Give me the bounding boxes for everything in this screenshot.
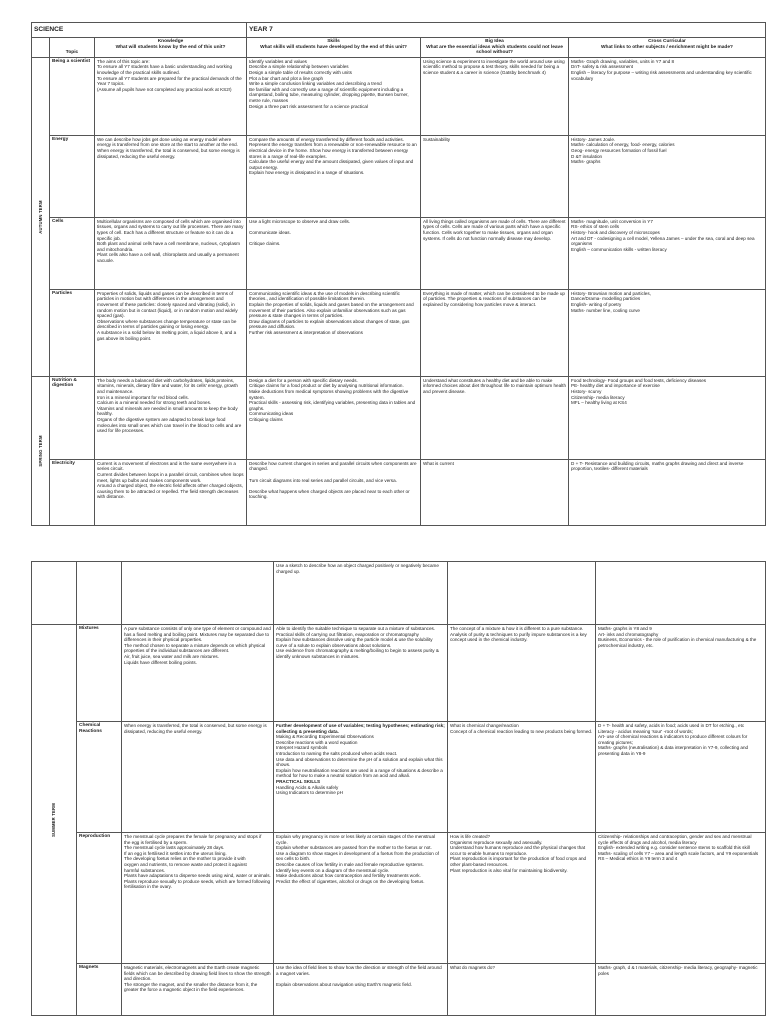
topic-row-particles <box>32 289 766 376</box>
skills-cell-line: Able to identify the suitable technique to separate out a mixture of substances. <box>276 626 436 631</box>
cross-curricular-cell-line: History- hook and discovery of microscopes <box>571 229 660 235</box>
big-idea-cell-line: Understand what constitutes a healthy diet and be able to make informed choices about diet throughout life to maintain optimum health and prevent disease. <box>423 377 567 394</box>
cross-curricular-cell-line: PE- healthy diet and importance of exercise <box>571 383 660 389</box>
cross-curricular-cell-line: English- extended writing e.g. consider sentence stems to scaffold this skill <box>598 845 750 851</box>
knowledge-cell-line: The stronger the magnet, and the smaller the distance from it, the greater the force a magnetic object in the field experiences. <box>124 981 258 993</box>
skills-cell <box>247 217 421 289</box>
cross-curricular-cell-line: MFL – healthy living at KS4 <box>571 400 627 406</box>
knowledge-cell-line: The body needs a balanced diet with carbohydrates, lipids,proteins, vitamins, minerals, dietary fibre and water, for its cells' energy, growth and maintenance. <box>97 377 238 394</box>
big-idea-cell-line: How is life created? <box>450 834 491 839</box>
skills-cell-line: Describe a simple relationship between variables <box>249 64 349 70</box>
cross-curricular-cell-line: English – literacy for purpose – writing risk assessments and understanding key scientific vocabulary <box>571 69 752 81</box>
skills-cell-line: Critiquing claims <box>249 416 283 422</box>
continuation-row <box>32 562 766 625</box>
topic-name: Magnets <box>77 964 122 1016</box>
skills-cell-line: Plot a bar chart and plot a line graph <box>249 75 324 81</box>
topic-name: Mixtures <box>77 625 122 722</box>
knowledge-cell-line: The menstrual cycle lasts approximately 28 days. <box>124 845 225 851</box>
skills-cell-line: Using Indicators to determine pH <box>276 790 343 796</box>
topic-row-energy <box>32 135 766 217</box>
knowledge-cell-line: Current is a movement of electrons and is the same everywhere in a series circuit. <box>97 460 236 472</box>
subject-title: SCIENCE <box>32 23 247 38</box>
big-idea-cell <box>421 289 569 376</box>
skills-cell-line: Explain the properties of solids, liquids and gases based on the arrangement and movement of their particles. Also explain unfamiliar observations such as gas pressure & state changes in terms of particles. <box>249 301 414 319</box>
continuation-big-idea-blank <box>448 562 596 625</box>
skills-cell <box>247 289 421 376</box>
knowledge-cell-line: When energy is transferred, the total is conserved, but some energy is dissipated, reducing the useful energy. <box>97 147 240 159</box>
cross-curricular-cell-line: Maths- graphs in Y8 and 9 <box>598 626 652 631</box>
skills-cell-line: Handling Acids & Alkalis safely <box>276 784 339 790</box>
skills-cell <box>274 833 448 964</box>
cross-curricular-cell-line: Dance/Drama- modelling particles <box>571 296 641 302</box>
cross-curricular-cell-line: History- James Joule. <box>571 136 616 142</box>
cross-curricular-cell <box>569 217 766 289</box>
skills-cell-line: Introduction to naming the salts produced when acids react. <box>276 750 398 756</box>
skills-cell-line: Design a simple table of results correctly with units <box>249 69 352 75</box>
skills-cell-line: Design a diet for a person with specific dietary needs. <box>249 377 358 383</box>
topic-row-cells <box>32 217 766 289</box>
knowledge-cell-line: Both plant and animal cells have a cell membrane, nucleus, cytoplasm and mitochondria. <box>97 241 240 252</box>
continuation-cross-blank <box>596 562 766 625</box>
cross-curricular-cell <box>569 135 766 217</box>
cross-curricular-header-title: Cross Curricular <box>648 39 686 44</box>
skills-cell-line: Critique claims for a food product or diet by analysing nutritional information. <box>249 383 404 389</box>
knowledge-cell-line: (Assume all pupils have not completed any practical work at KS2!) <box>97 86 232 92</box>
big-idea-cell-line: Concept of a chemical reaction leading to new products being formed. <box>450 728 593 734</box>
cross-curricular-cell-line: Art- inks and chromatography <box>598 631 659 637</box>
cross-curricular-cell-line: Maths- graphs <box>571 159 601 165</box>
knowledge-cell-line: Properties of solids, liquids and gases can be described in terms of particles in motion but with differences in the arrangement and movement of these particles: closely spaced and vibrating (solid), in random motion but in contact (liquid), or in random motion and widely spaced (gas). <box>97 290 238 319</box>
knowledge-cell-line: Magnetic materials, electromagnets and the Earth create magnetic fields which can be described by drawing field lines to show the strength and direction. <box>124 965 271 982</box>
term-header-blank <box>32 38 50 58</box>
skills-cell-line: Design a three part risk assessment for a science practical <box>249 103 368 109</box>
knowledge-cell-line: Plant cells also have a cell wall, chloroplasts and usually a permanent vacuole. <box>97 252 239 263</box>
big-idea-cell <box>448 625 596 722</box>
skills-header <box>247 38 421 58</box>
skills-cell-line: Practical skills - assessing risk, identifying variables, presenting data in tables and graphs. <box>249 400 416 411</box>
cross-curricular-cell-line: Food technology- Food groups and food tests, deficiency diseases <box>571 377 707 383</box>
knowledge-cell-line: A substance is a solid below its melting point, a liquid above it, and a gas above its boiling point. <box>97 329 237 341</box>
knowledge-cell-line: Multicellular organisms are composed of cells which are organised into tissues, organs and systems to carry out life processes. There are many types of cell. Each has a different structure or feature so it can do a specific job. <box>97 218 244 241</box>
cross-curricular-cell <box>569 376 766 459</box>
big-idea-cell <box>421 135 569 217</box>
continuation-term-blank <box>32 562 77 625</box>
knowledge-header-question: What will students know by the end of this unit? <box>115 44 226 50</box>
knowledge-cell <box>95 289 247 376</box>
topic-name: Energy <box>50 135 95 217</box>
skills-cell-line: Explain how neutralisation reactions are used in a range of situations & describe a method for how to make a neutral solution from an acid and alkali. <box>276 767 443 779</box>
knowledge-cell <box>122 833 274 964</box>
skills-cell-line: Describe how current changes in series and parallel circuits when components are changed. <box>249 460 417 472</box>
skills-cell-line: Explain how energy is dissipated in a range of situations. <box>249 170 365 176</box>
cross-curricular-cell-line: D + T- Resistance and building circuits, maths graphs drawing and direct and inverse proportion, textiles- different materials <box>571 460 744 472</box>
cross-curricular-cell-line: English – communication skills - written literacy <box>571 246 667 252</box>
knowledge-cell-line: A pure substance consists of only one type of element or compound and has a fixed melting and boiling point. Mixtures may be separated due to differences in their physical properties. <box>124 626 271 643</box>
topic-row-chemical-reactions <box>32 722 766 833</box>
cross-curricular-cell-line: Art- use of chemical reactions & indicators to produce different colours for creating pictures; <box>598 734 748 745</box>
skills-cell-line: Explain how substances dissolve using the particle model & use the solubility curve of a solute to explain observations about solutions. <box>276 637 433 648</box>
big-idea-cell-line: Using science & experiment to investigate the world around use using scientific method to propose & test theory, skills needed for being a science student & a career in science (Gatsby benchmark 4) <box>423 58 565 75</box>
knowledge-cell-line: Calcium is a mineral needed for strong teeth and bones. <box>97 400 212 406</box>
document-page-2 <box>31 561 765 1016</box>
big-idea-cell-line: Organisms reproduce sexually and asexually. <box>450 839 543 845</box>
topic-header: Topic <box>50 38 95 58</box>
cross-curricular-header <box>569 38 766 58</box>
skills-cell-heading: Further development of use of variables; testing hypotheses; estimating risk; collecting & presenting data. <box>276 723 445 734</box>
knowledge-cell-line: Liquids have different boiling points. <box>124 659 197 665</box>
knowledge-cell <box>95 135 247 217</box>
knowledge-cell <box>122 722 274 833</box>
skills-cell-line: Describe reactions with a word equation <box>276 739 358 745</box>
skills-cell-line: Turn circuit diagrams into real series and parallel circuits, and vice versa. <box>249 477 397 483</box>
skills-cell-line: Use evidence from chromatography & melting/boiling to begin to assess purity & identify unknown substances in mixtures. <box>276 648 439 659</box>
skills-cell-line: Further risk assessment & interpretation of observations <box>249 329 363 335</box>
knowledge-header <box>95 38 247 58</box>
cross-curricular-cell <box>569 289 766 376</box>
skills-cell-line: Make deductions from medical symptoms showing problems with the digestive system. <box>249 388 409 400</box>
cross-curricular-cell-line: D &T insulation <box>571 153 603 159</box>
knowledge-cell-line: Around a charged object, the electric field affects other charged objects, causing them to be attracted or repelled. The field strength decreases with distance. <box>97 483 243 500</box>
topic-name: Cells <box>50 217 95 289</box>
knowledge-cell-line: To ensure all Y7 students are prepared for the practical demands of the Year 7 topics. <box>97 75 242 87</box>
skills-cell <box>274 722 448 833</box>
continuation-topic-blank <box>77 562 122 625</box>
big-idea-cell-line: All living things called organisms are made of cells. There are different types of cells. Cells are made of various parts which have a specific function. Cells work together to make tissues, organs and organ systems. If cells do not function normally disease may develop. <box>423 218 566 241</box>
big-idea-cell <box>448 833 596 964</box>
knowledge-cell-line: Organs of the digestive system are adapted to break large food molecules into small ones which can travel in the blood to cells and are used for life processes. <box>97 416 242 434</box>
skills-cell-line: Draw diagrams of particles to explain observations about changes of state, gas pressure and diffusion. <box>249 318 410 330</box>
document-page-1 <box>31 22 765 526</box>
skills-cell <box>274 964 448 1016</box>
cross-curricular-cell-line: Maths- magnitude, unit conversion in Y7 <box>571 218 653 224</box>
cross-curricular-cell <box>569 57 766 135</box>
skills-cell <box>247 459 421 525</box>
skills-cell-line: Describe what happens when charged objects are placed near to each other or touching. <box>249 488 410 500</box>
skills-cell-line: Use a light microscope to observe and draw cells. <box>249 218 351 224</box>
big-idea-cell <box>448 722 596 833</box>
big-idea-cell-line: Understand how humans reproduce and the physical changes that occur to enable humans to reproduce. <box>450 845 586 856</box>
big-idea-cell-line: What do magnets do? <box>450 965 495 970</box>
knowledge-cell <box>95 459 247 525</box>
knowledge-cell-line: The aims of this topic are: <box>97 58 150 64</box>
topic-name: Nutrition & digestion <box>50 376 95 459</box>
knowledge-cell-line: If an egg is fertilised it settles into the uterus lining. <box>124 850 227 856</box>
knowledge-cell-line: Iron is a mineral important for red blood cells. <box>97 394 189 400</box>
skills-cell-line: Make deductions about how contraception and fertility treatments work. <box>276 873 421 879</box>
cross-curricular-cell-line: Maths- scaling of cells Y7 – area and length scale factors, and Y9 exponentials <box>598 850 759 856</box>
skills-cell-line: Making & Recording Experimental Observations <box>276 734 374 740</box>
knowledge-cell <box>95 376 247 459</box>
knowledge-cell <box>122 964 274 1016</box>
title-row <box>32 23 766 38</box>
cross-curricular-cell <box>596 625 766 722</box>
topic-row-magnets <box>32 964 766 1016</box>
knowledge-cell-line: Vitamins and minerals are needed in small amounts to keep the body healthy. <box>97 405 238 417</box>
skills-cell <box>247 376 421 459</box>
big-idea-cell-line: Plant reproduction is important for the production of food crops and other plant-based resources. <box>450 856 587 867</box>
skills-cell-line: Explain observations about navigation using Earth's magnetic field. <box>276 981 412 987</box>
skills-cell-heading: PRACTICAL SKILLS <box>276 778 321 784</box>
skills-cell-line: Identify key events on a diagram of the menstrual cycle. <box>276 867 390 873</box>
knowledge-cell-line: The developing foetus relies on the mother to provide it with <box>124 856 246 862</box>
skills-cell-line: Practical skills of carrying out filtration, evaporation or chromatography <box>276 631 419 637</box>
cross-curricular-cell <box>596 964 766 1016</box>
skills-cell <box>247 135 421 217</box>
knowledge-cell-line: The method chosen to separate a mixture depends on which physical properties of the individual substances are different. <box>124 642 266 654</box>
cross-curricular-cell-line: Literacy - acidus meaning 'sour' -root of words; <box>598 728 693 734</box>
big-idea-header-title: Big Idea <box>485 39 504 44</box>
topic-name: Chemical Reactions <box>77 722 122 833</box>
big-idea-cell <box>421 57 569 135</box>
topic-row-nutrition <box>32 376 766 459</box>
cross-curricular-cell-line: Geog- energy resources formation of fossil fuel <box>571 147 667 153</box>
cross-curricular-cell-line: Maths- number line, cooling curve <box>571 307 640 313</box>
topic-row-being-a-scientist <box>32 57 766 135</box>
cross-curricular-cell <box>596 722 766 833</box>
knowledge-cell-line: When energy is transferred, the total is conserved, but some energy is dissipated, reducing the useful energy. <box>124 723 267 734</box>
big-idea-cell-line: The concept of a mixture & how it is different to a pure substance. Analysis of purity & techniques to purify impure substances is a key concept used in the chemical industry. <box>450 626 587 643</box>
cross-curricular-cell <box>569 459 766 525</box>
knowledge-cell-line: Observations where substances change temperature or state can be described in terms of particles gaining or losing energy. <box>97 318 237 330</box>
knowledge-cell-line: Plants have adaptations to disperse seeds using wind, water or animals. <box>124 873 271 879</box>
skills-cell-line: Calculate the useful energy and the amount dissipated, given values of input and output energy. <box>249 159 414 170</box>
big-idea-cell-line: Everything is made of matter, which can be considered to be made up of particles. The properties & reactions of substances can be explained by considering how particles move & interact. <box>423 290 565 307</box>
cross-curricular-cell-line: RS- ethics of stem cells <box>571 224 619 230</box>
knowledge-cell-line: We can describe how jobs get done using an energy model where energy is transferred from one store at the start to another at the end. <box>97 136 238 148</box>
cross-curricular-header-question: What links to other subjects / enrichment might be made? <box>601 44 733 50</box>
skills-cell <box>247 57 421 135</box>
topic-name: Particles <box>50 289 95 376</box>
skills-cell-line: Communicate ideas. <box>249 229 291 235</box>
continuation-skills-cell <box>274 562 448 625</box>
knowledge-cell-line: oxygen and nutrients, to remove waste and protect it against <box>124 861 247 867</box>
knowledge-cell-line: Current divides between loops in a parallel circuit, combines when loops meet, lights up bulbs and makes components work. <box>97 471 244 483</box>
autumn-term-label: AUTUMN TERM <box>32 57 50 376</box>
cross-curricular-cell-line: Business, Economics - the role of purification in chemical manufacturing & the petrochemical industry, etc. <box>598 637 757 648</box>
knowledge-cell-line: Air, fruit juice, sea water and milk are mixtures. <box>124 653 219 659</box>
topic-row-electricity <box>32 459 766 525</box>
knowledge-cell-line: Plants reproduce sexually to produce seeds, which are formed following fertilisation in the ovary. <box>124 878 271 890</box>
cross-curricular-cell-line: Maths- calculation of energy, food- energy, calories <box>571 142 675 148</box>
big-idea-cell <box>448 964 596 1016</box>
skills-cell-line: Predict the effect of cigarettes, alcohol or drugs on the developing foetus. <box>276 878 425 884</box>
cross-curricular-cell-line: Citizenship- relationships and contraception, gender and sex and menstrual cycle effects of drugs and alcohol, media literacy <box>598 834 752 845</box>
skills-cell-line: Critique claims. <box>249 241 281 247</box>
cross-curricular-cell-line: DnT- safety & risk assessment <box>571 64 634 70</box>
topic-name: Reproduction <box>77 833 122 964</box>
cross-curricular-cell-line: D + T- health and safety, acids in food; acids used in DT for etching., etc <box>598 723 745 728</box>
cross-curricular-cell-line: Maths- graph, d & t materials, citizenship- media literacy, geography- magnetic poles <box>598 965 758 976</box>
topic-name: Electricity <box>50 459 95 525</box>
skills-cell-line: Use a diagram to show stages in development of a foetus from the production of sex cells to birth. <box>276 850 439 862</box>
big-idea-header <box>421 38 569 58</box>
skills-cell-line: Communicating scientific ideas & the use of models in describing scientific theories., and identification of possible limitations therein. <box>249 290 400 302</box>
skills-cell-line: Use the idea of field lines to show how the direction or strength of the field around a magnet varies. <box>276 965 442 976</box>
big-idea-cell <box>421 376 569 459</box>
big-idea-cell-line: Sustainability <box>423 136 451 142</box>
continuation-skills-text: Use a sketch to describe how an object charged positively or negatively became charged up. <box>276 563 439 574</box>
curriculum-table-page-2 <box>31 561 766 1016</box>
skills-cell-line: Write a simple conclusion linking variables and describing a trend <box>249 81 382 87</box>
cross-curricular-cell-line: Maths- graphs (neutralisation) & data interpretation in Y7-9, collecting and presenting data in Y8-9 <box>598 745 749 756</box>
knowledge-header-title: Knowledge <box>157 39 184 44</box>
big-idea-cell-line: What is current <box>423 460 454 466</box>
spring-term-label: SPRING TERM <box>32 376 50 525</box>
skills-cell <box>274 625 448 722</box>
skills-cell-line: Use data and observations to determine the pH of a solution and explain what this shows. <box>276 756 443 768</box>
skills-header-question: What skills will students have developed by the end of this unit? <box>260 44 407 50</box>
knowledge-cell-line: the egg is fertilised by a sperm. <box>124 839 188 845</box>
skills-cell-line: Explain why pregnancy is more or less likely at certain stages of the menstrual cycle. <box>276 834 436 845</box>
summer-term-label: SUMMER TERM <box>32 625 77 1016</box>
skills-cell-line: Communicating ideas <box>249 411 294 417</box>
topic-row-reproduction <box>32 833 766 964</box>
skills-header-title: Skills <box>327 39 340 44</box>
year-title: YEAR 7 <box>247 23 766 38</box>
knowledge-cell-line: The menstrual cycle prepares the female for pregnancy and stops if <box>124 834 262 839</box>
cross-curricular-cell-line: History- scurvy <box>571 388 602 394</box>
big-idea-cell-line: What is chemical change/reaction <box>450 723 519 728</box>
cross-curricular-cell-line: History- Brownian motion and particles, <box>571 290 651 296</box>
cross-curricular-cell-line: Citizenship- media literacy <box>571 394 625 400</box>
skills-cell-line: Explain whether substances are passed from the mother to the foetus or not. <box>276 845 432 851</box>
curriculum-table-page-1 <box>31 22 766 526</box>
skills-cell-line: Compare the amounts of energy transferred by different foods and activities. Represent the energy transfers from a renewable or non-renewable resource to an electrical device in the home. Show how energy is transferred between energy stores in a range of real-life examples. <box>249 136 417 159</box>
skills-cell-line: Interpret Hazard symbols <box>276 745 328 751</box>
topic-row-mixtures <box>32 625 766 722</box>
cross-curricular-cell-line: English- writing of poetry <box>571 301 622 307</box>
cross-curricular-cell-line: Art and DT - codesigning a cell model, Yellena James – under the sea, coral and deep sea organisms <box>571 235 755 247</box>
skills-cell-line: Identify variables and values <box>249 58 307 64</box>
skills-cell-line: Describe causes of low fertility in male and female reproductive systems. <box>276 861 424 867</box>
big-idea-header-question: What are the essential ideas which students could not leave school without? <box>426 44 563 56</box>
cross-curricular-cell-line: Maths- Graph drawing, variables, units in Y7 and 8 <box>571 58 675 64</box>
knowledge-cell <box>95 217 247 289</box>
skills-cell-line: Be familiar with and correctly use a range of scientific equipment including a clampstand, boiling tube, measuring cylinder, dropping pipette, Bunsen burner, metre rule, masses <box>249 86 409 103</box>
big-idea-cell-line: Plant reproduction is also vital for maintaining biodiversity. <box>450 867 568 873</box>
topic-name: Being a scientist <box>50 57 95 135</box>
big-idea-cell <box>421 459 569 525</box>
column-header-row <box>32 38 766 58</box>
big-idea-cell <box>421 217 569 289</box>
knowledge-cell <box>95 57 247 135</box>
cross-curricular-cell <box>596 833 766 964</box>
knowledge-cell-line: harmful substances. <box>124 867 166 873</box>
continuation-knowledge-blank <box>122 562 274 625</box>
cross-curricular-cell-line: RS – Medical ethics in Y9 term 3 and 4 <box>598 856 678 862</box>
knowledge-cell-line: To ensure all Y7 students have a basic understanding and working knowledge of the practical skills outlined. <box>97 64 233 75</box>
knowledge-cell <box>122 625 274 722</box>
